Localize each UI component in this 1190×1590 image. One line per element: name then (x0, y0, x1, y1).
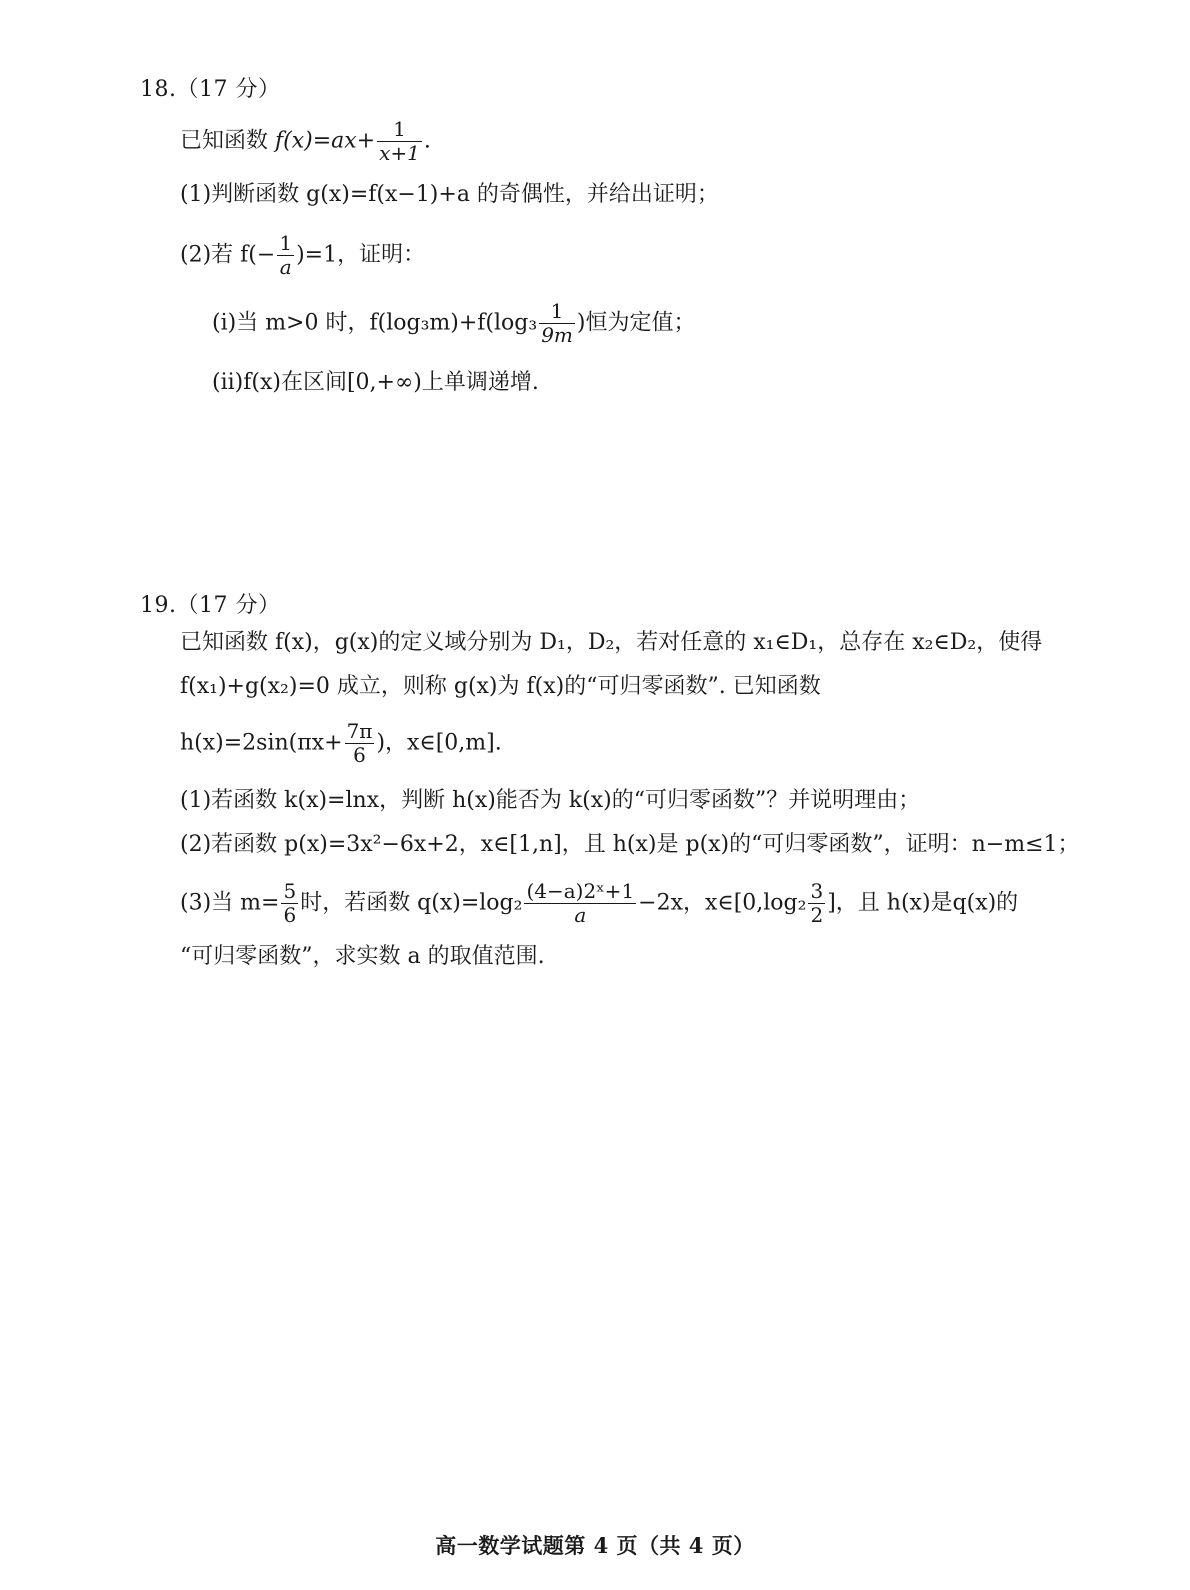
frac-num: 7π (346, 719, 373, 743)
q18-part2-prefix: (2)若 f(− (180, 242, 276, 268)
frac-den: 6 (353, 743, 366, 767)
frac-den: x+1 (379, 141, 420, 165)
q19-line3-frac (345, 720, 375, 767)
page-footer: 高一数学试题第 4 页（共 4 页） (435, 1533, 755, 1558)
q19-part3-c: −2x，x∈[0,log₂ (638, 890, 807, 916)
q18-part2-i-suffix: )恒为定值； (576, 310, 696, 336)
frac-den: 9m (541, 323, 573, 347)
frac-num: 5 (283, 879, 297, 903)
q18-part2 (180, 232, 425, 279)
q18-part2-i-prefix: (i)当 m>0 时，f(log₃m)+f(log₃ (212, 310, 538, 336)
q19-part3-b: 时，若函数 q(x)=log₂ (300, 890, 523, 916)
q19-line3 (180, 720, 502, 767)
q19-line2: f(x₁)+g(x₂)=0 成立，则称 g(x)为 f(x)的“可归零函数”. 已知函数 (180, 674, 821, 699)
q18-part1: (1)判断函数 g(x)=f(x−1)+a 的奇偶性，并给出证明； (180, 182, 719, 207)
frac-den: 6 (283, 903, 297, 927)
frac-den: a (574, 903, 587, 927)
frac-num: 3 (810, 879, 824, 903)
frac-num: 1 (539, 300, 575, 324)
frac-num: 1 (377, 118, 422, 142)
q19-line3-prefix: h(x)=2sin(πx+ (180, 730, 343, 756)
q18-intro (180, 118, 431, 165)
q19-part3-frac3 (808, 880, 825, 927)
q18-part2-ii: (ii)f(x)在区间[0,+∞)上单调递增. (212, 370, 539, 395)
q18-part2-frac (277, 232, 294, 279)
frac-num: 1 (279, 231, 293, 255)
q18-intro-prefix: 已知函数 (180, 128, 269, 154)
q19-line3-suffix: )，x∈[0,m]. (376, 730, 502, 756)
q18-intro-frac (377, 118, 422, 165)
q18-part2-i-frac (539, 300, 575, 347)
q19-part3-frac2 (524, 880, 636, 927)
q19-part3-a: (3)当 m= (180, 890, 280, 916)
q19-part3-frac1 (281, 880, 298, 927)
q18-intro-fx: f(x)=ax+ (275, 128, 376, 154)
q19-line1: 已知函数 f(x)，g(x)的定义域分别为 D₁，D₂，若对任意的 x₁∈D₁，总存在 x₂∈D₂，使得 (180, 630, 1043, 655)
q18-intro-end: . (423, 128, 431, 154)
q19-header: 19.（17 分） (140, 593, 281, 618)
q18-header: 18.（17 分） (140, 77, 281, 102)
q19-part2: (2)若函数 p(x)=3x²−6x+2，x∈[1,n]，且 h(x)是 p(x)的“可归零函数”，证明：n−m≤1； (180, 832, 1080, 857)
q19-part3 (180, 880, 1018, 927)
q19-part3-d: ]，且 h(x)是q(x)的 (827, 890, 1019, 916)
frac-den: 2 (810, 903, 824, 927)
q19-part3-continued: “可归零函数”，求实数 a 的取值范围. (180, 944, 545, 969)
q18-part2-suffix: )=1，证明： (296, 242, 426, 268)
frac-den: a (279, 255, 292, 279)
q18-part2-i (212, 300, 695, 347)
frac-num: (4−a)2ˣ+1 (526, 879, 635, 903)
q19-part1: (1)若函数 k(x)=lnx，判断 h(x)能否为 k(x)的“可归零函数”？并说明理由； (180, 788, 921, 813)
